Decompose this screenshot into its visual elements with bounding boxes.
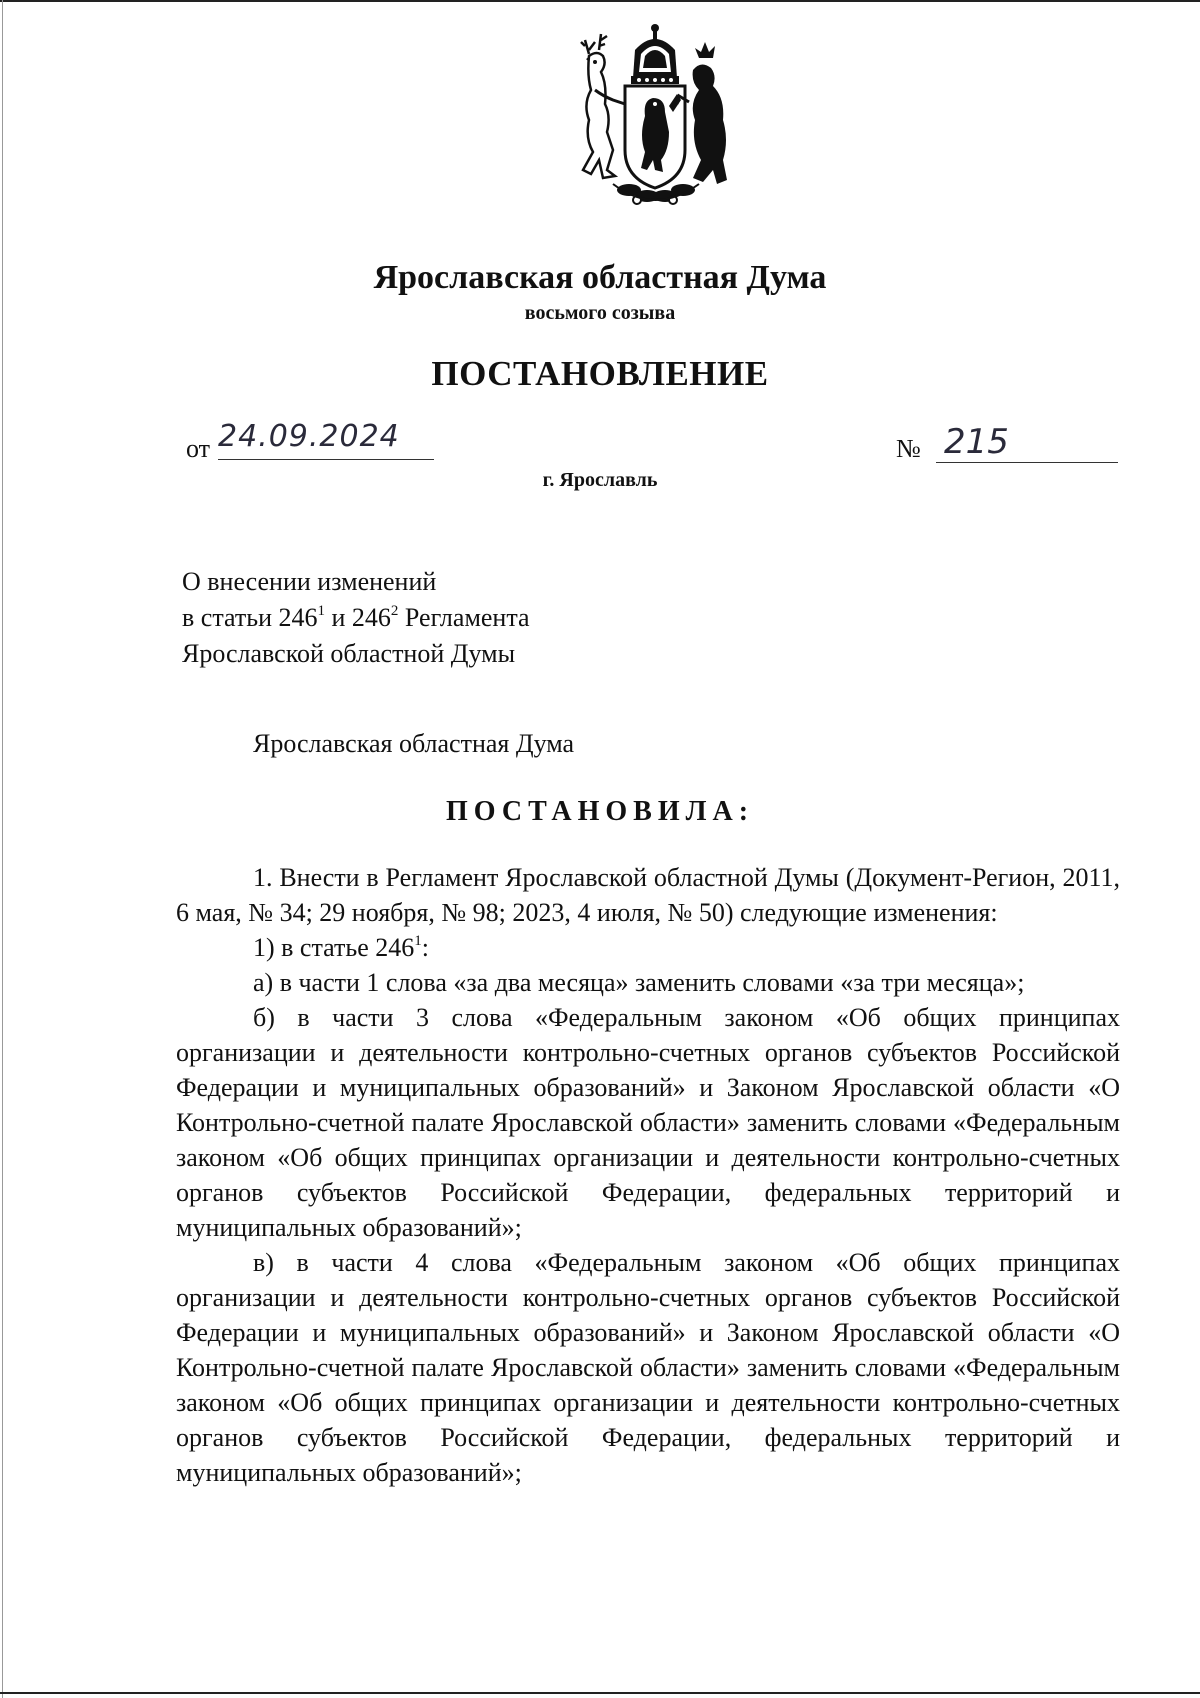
paragraph-item-1: 1. Внести в Регламент Ярославской областной Думы (Документ-Регион, 2011, 6 мая, № 34; 29 ноября, № 98; 2023, 4 июля, № 50) следующие изменения: bbox=[176, 863, 1120, 927]
document-subject bbox=[182, 564, 782, 672]
crown-icon bbox=[631, 24, 679, 84]
paragraph-subitem-1: 1) в статье $246^1$: bbox=[253, 933, 430, 962]
deer-supporter-icon bbox=[581, 34, 625, 178]
city: г. Ярославль bbox=[542, 469, 658, 491]
document-body bbox=[176, 860, 1120, 1490]
subject-line: в статьи $246^1$ и $246^2$ Регламента bbox=[182, 603, 530, 632]
paragraph-point-b: б) в части 3 слова «Федеральным законом «Об общих принципах организации и деятельности контрольно-счетных органов субъектов Российской Федерации и муниципальных образований» и Законом Ярославской области «О Контрольно-счетной палате Ярославской области» заменить словами «Федеральным законом «Об общих принципах организации и деятельности контрольно-счетных органов субъектов Российской Федерации, федеральных территорий и муниципальных образований»; bbox=[176, 1003, 1120, 1242]
coat-of-arms-emblem bbox=[573, 20, 737, 210]
scan-left-edge bbox=[2, 0, 3, 1698]
issuing-authority: Ярославская областная Дума bbox=[253, 729, 575, 758]
document-date: 24.09.2024 bbox=[218, 417, 434, 460]
document-type: ПОСТАНОВЛЕНИЕ bbox=[431, 354, 769, 393]
paragraph-point-a: а) в части 1 слова «за два месяца» заменить словами «за три месяца»; bbox=[253, 968, 1025, 997]
scan-top-edge bbox=[0, 0, 1200, 2]
decided-heading: ПОСТАНОВИЛА: bbox=[445, 796, 755, 827]
scan-bottom-edge bbox=[0, 1692, 1200, 1694]
shield-icon bbox=[625, 86, 685, 188]
duma-title: Ярославская областная Дума bbox=[373, 259, 827, 296]
date-prefix: от bbox=[186, 434, 211, 463]
subject-line: Ярославской областной Думы bbox=[182, 639, 516, 668]
document-number: 215 bbox=[936, 422, 1118, 463]
subject-line: О внесении изменений bbox=[182, 567, 437, 596]
convocation: восьмого созыва bbox=[524, 302, 676, 324]
paragraph-point-v: в) в части 4 слова «Федеральным законом «Об общих принципах организации и деятельности контрольно-счетных органов субъектов Российской Федерации и муниципальных образований» и Законом Ярославской области «О Контрольно-счетной палате Ярославской области» заменить словами «Федеральным законом «Об общих принципах организации и деятельности контрольно-счетных органов субъектов Российской Федерации, федеральных территорий и муниципальных образований»; bbox=[176, 1248, 1120, 1487]
number-prefix: № bbox=[896, 434, 921, 463]
